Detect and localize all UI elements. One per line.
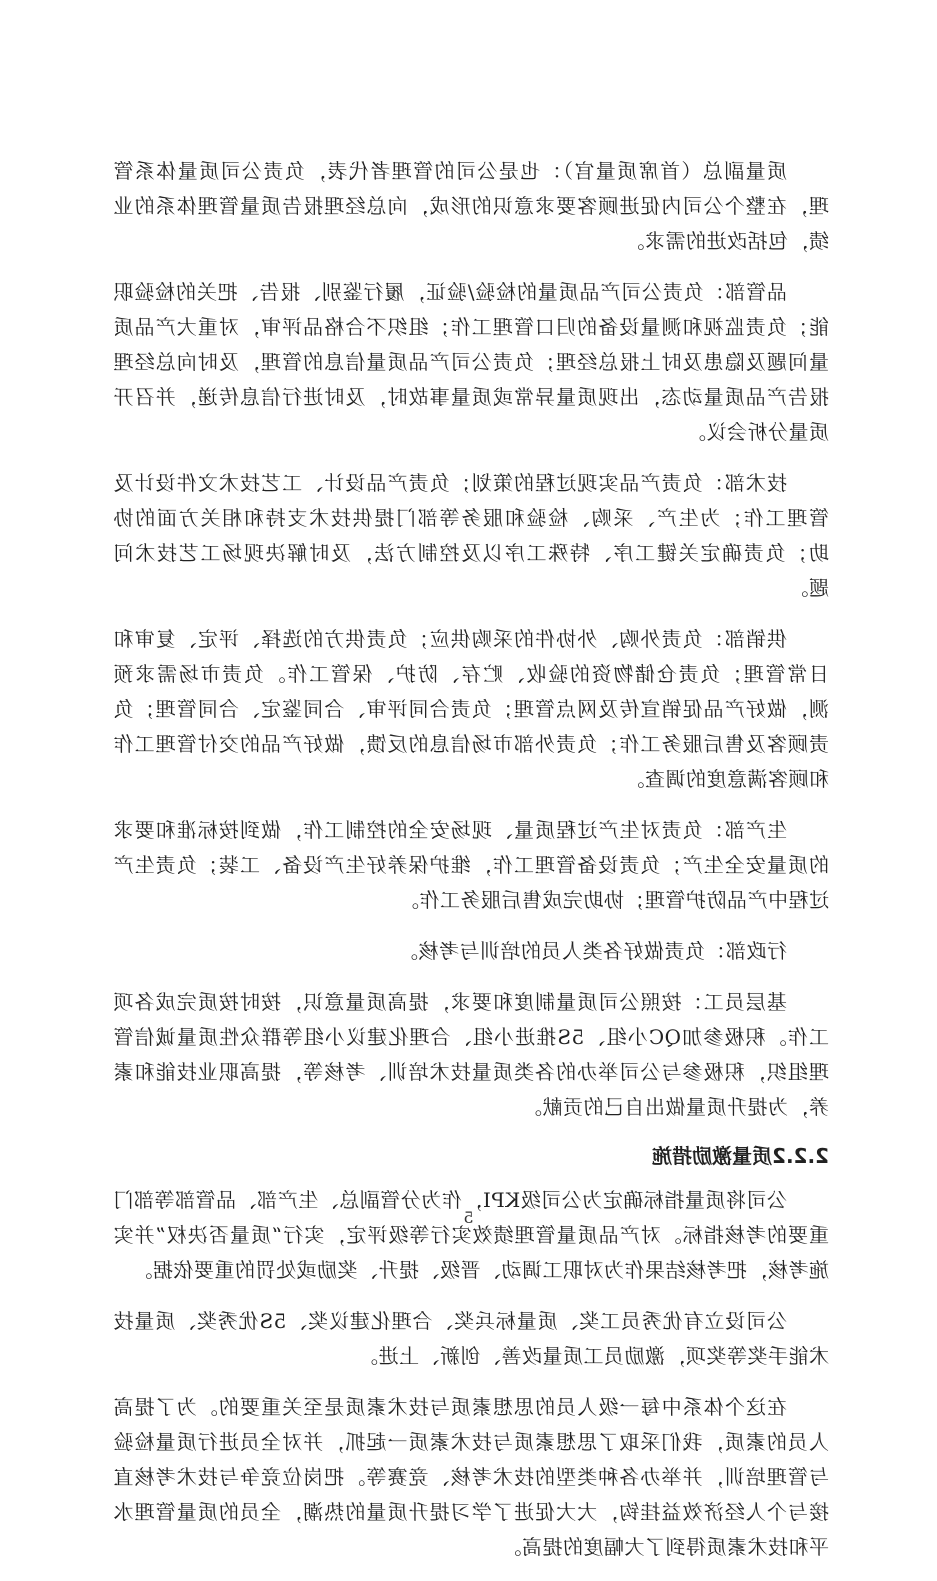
paragraph-tech-dept: 技术部：负责产品实现过程的策划；负责产品设计、工艺技术文件设计及管理工作；为生产、采购、检验和服务等部门提供技术支持和相关方面的协助；负责确定关键工序、特殊工序以及控制方法，及时解决现场工艺技术问题。 <box>113 471 829 600</box>
paragraph-staff: 基层员工：按照公司质量制度和要求，提高质量意识，按时按质完成各项工作。积极参加QC小组、5S推进小组、合理化建议小组等群众性质量诚信管理组织，积极参与公司举办的各类质量技术培训、考核等，提高职业技能和素养，为提升质量做出自己的贡献。 <box>113 990 829 1119</box>
paragraph-training: 在这个体系中每一级人员的思想素质与技术素质是至关重要的。为了提高人员的素质，我们采取了思想素质与技术素质一起抓，并对全员进行质量检验与管理培训，并举办各种类型的技术考核、竞赛等。把岗位竞争与技术考核直接与个人经济效益挂钩，大大促进了学习提升质量的热潮，全员的质量管理水平和技术素质得到了大幅度的提高。 <box>113 1395 829 1559</box>
page-number: 5 <box>463 1208 474 1227</box>
paragraph-quality-dept: 品管部：负责公司产品质量的检验/验证，履行鉴别、报告、把关的检验职能；负责监视和测量设备的归口管理工作；组织不合格品评审，对重大产品质量问题及隐患及时上报总经理；负责公司产品质量信息的管理，及时向总经理报告产品质量动态，出现质量异常或质量事故时，及时进行信息传递，并召开质量分析会议。 <box>113 280 829 444</box>
page-content <box>113 154 829 1581</box>
section-heading: 2.2.2质量激励措施 <box>652 1144 829 1168</box>
paragraph-kpi: 公司将质量指标确定为公司级KPI，作为分管副总、生产部、品管部等部门重要的考核指标。对产品质量管理绩效实行等级评定，实行“质量否决权”并实施考核，把考核结果作为对职工调动、晋级、提升、奖励或处罚的重要依据。 <box>113 1188 829 1282</box>
paragraph-production-dept: 生产部：负责对生产过程质量、现场安全的控制工作，做到按标准和要求的质量安全生产；负责设备管理工作，维护保养好生产设备、工装；负责生产过程中产品防护管理；协助完成售后服务工作。 <box>113 818 829 912</box>
paragraph-awards: 公司设立有优秀员工奖、质量标兵奖、合理化建议奖、5S优秀奖、质量技术能手奖等奖项，激励员工质量改善、创新、上进。 <box>113 1309 829 1368</box>
paragraph-quality-vp: 质量副总（首席质量官）：也是公司的管理者代表，负责公司质量体系管理，在整个公司内促进顾客要求意识的形成，向总经理报告质量管理体系的业绩，包括改进的需求。 <box>113 159 829 253</box>
paragraph-admin-dept: 行政部：负责做好各类人员的培训与考核。 <box>397 939 787 963</box>
paragraph-supply-dept: 供销部：负责外购、外协件的采购供应；负责供方的选择、评定、复审和日常管理；负责仓储物资的验收、贮存、防护、保管工作。负责市场需求预测，做好产品促销宣传及网点管理；负责合同评审、合同鉴定、合同管理；负责顾客及售后服务工作；负责外部市场信息的反馈，做好产品的交付管理工作和顾客满意度的调查。 <box>113 627 829 791</box>
